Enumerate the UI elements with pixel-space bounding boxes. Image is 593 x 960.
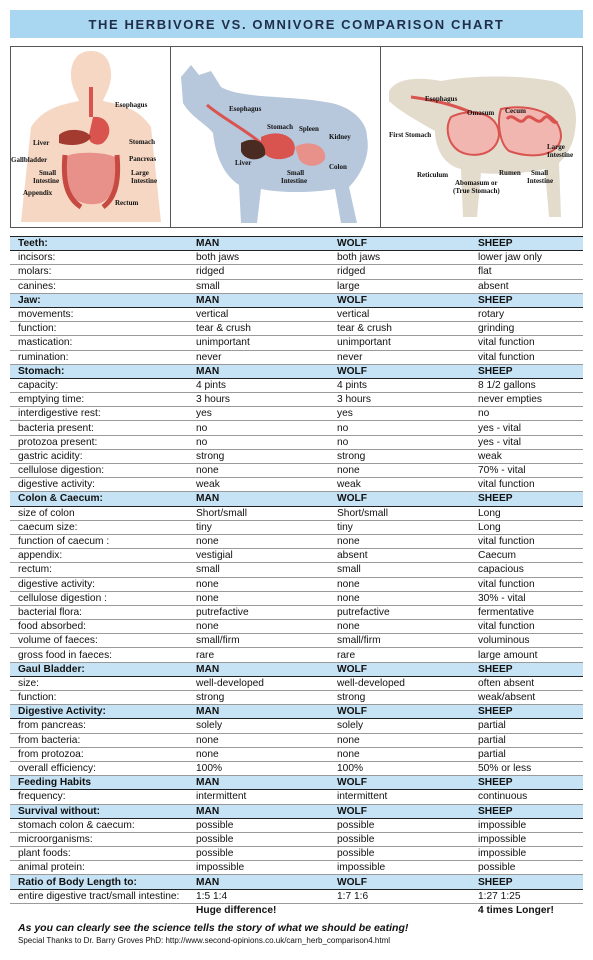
table-cell: impossible — [329, 861, 470, 875]
row-label-cell: function of caecum : — [10, 534, 188, 548]
table-cell: small — [188, 279, 329, 293]
anatomy-illustrations — [10, 46, 583, 228]
table-cell: 4 pints — [329, 378, 470, 392]
table-cell: 3 hours — [188, 393, 329, 407]
table-cell: fermentative — [470, 605, 583, 619]
column-header-cell: MAN — [188, 875, 329, 889]
table-row — [10, 676, 583, 690]
section-header-row — [10, 705, 583, 719]
table-row — [10, 563, 583, 577]
sheep-label-9: Intestine — [527, 177, 554, 185]
table-cell: 1:5 1:4 — [188, 889, 329, 903]
summary-row — [10, 903, 583, 917]
row-label-cell: size: — [10, 676, 188, 690]
table-row — [10, 761, 583, 775]
table-cell: possible — [329, 832, 470, 846]
table-row — [10, 747, 583, 761]
table-cell: none — [329, 577, 470, 591]
table-cell: none — [329, 747, 470, 761]
man-label-6: Intestine — [33, 177, 60, 185]
row-label-cell: from pancreas: — [10, 719, 188, 733]
row-label-cell: bacterial flora: — [10, 605, 188, 619]
table-cell: tiny — [329, 520, 470, 534]
column-header-cell: WOLF — [329, 804, 470, 818]
table-cell: 100% — [329, 761, 470, 775]
comparison-table-body — [10, 237, 583, 918]
column-header-cell: WOLF — [329, 492, 470, 506]
table-cell: voluminous — [470, 634, 583, 648]
table-cell: vestigial — [188, 549, 329, 563]
table-cell: impossible — [470, 847, 583, 861]
table-cell: yes - vital — [470, 435, 583, 449]
row-label-cell: function: — [10, 322, 188, 336]
table-cell: yes - vital — [470, 421, 583, 435]
table-cell: never empties — [470, 393, 583, 407]
wolf-label-2: Spleen — [299, 125, 319, 133]
man-anatomy-figure — [11, 47, 171, 227]
summary-cell: Huge difference! — [196, 904, 277, 916]
table-cell: tear & crush — [329, 322, 470, 336]
sheep-label-8: Small — [531, 169, 549, 177]
summary-cell — [329, 903, 470, 917]
table-row — [10, 506, 583, 520]
wolf-label-6: Small — [287, 169, 305, 177]
man-label-3: Gallbladder — [11, 156, 48, 164]
sheep-anatomy-panel — [381, 47, 582, 227]
table-cell: small — [329, 563, 470, 577]
table-cell: weak — [470, 449, 583, 463]
sheep-label-4: Large — [547, 143, 565, 151]
column-header-cell: MAN — [188, 237, 329, 251]
row-label-cell: incisors: — [10, 251, 188, 265]
table-row — [10, 378, 583, 392]
table-row — [10, 861, 583, 875]
table-cell: possible — [329, 847, 470, 861]
footer-credit: Special Thanks to Dr. Barry Groves PhD: http://www.second-opinions.co.uk/carn_herb_comparison4.html — [18, 936, 391, 945]
table-cell: never — [188, 350, 329, 364]
table-cell: large amount — [470, 648, 583, 662]
table-cell: Long — [470, 506, 583, 520]
column-header-cell: SHEEP — [470, 705, 583, 719]
sheep-anatomy-figure — [381, 47, 582, 227]
row-label-cell: microorganisms: — [10, 832, 188, 846]
table-row — [10, 265, 583, 279]
table-cell: possible — [188, 847, 329, 861]
sheep-label-5: Intestine — [547, 151, 574, 159]
table-cell: possible — [188, 832, 329, 846]
section-title-cell: Stomach: — [10, 364, 188, 378]
table-row — [10, 279, 583, 293]
column-header-cell: WOLF — [329, 875, 470, 889]
table-cell: Caecum — [470, 549, 583, 563]
table-cell: possible — [188, 818, 329, 832]
table-row — [10, 691, 583, 705]
chart-title: THE HERBIVORE VS. OMNIVORE COMPARISON CHART — [10, 10, 583, 38]
row-label-cell: frequency: — [10, 790, 188, 804]
table-cell: no — [188, 435, 329, 449]
man-label-7: Large — [131, 169, 149, 177]
table-cell: none — [329, 620, 470, 634]
table-cell: vertical — [188, 307, 329, 321]
sheep-label-3: First Stomach — [389, 131, 432, 139]
row-label-cell: appendix: — [10, 549, 188, 563]
wolf-anatomy-figure — [171, 47, 381, 227]
section-header-row — [10, 364, 583, 378]
section-title-cell: Ratio of Body Length to: — [10, 875, 188, 889]
row-label-cell: digestive activity: — [10, 478, 188, 492]
table-row — [10, 733, 583, 747]
table-cell: strong — [329, 449, 470, 463]
section-header-row — [10, 776, 583, 790]
row-label-cell: animal protein: — [10, 861, 188, 875]
row-label-cell: capacity: — [10, 378, 188, 392]
table-cell: none — [188, 577, 329, 591]
column-header-cell: SHEEP — [470, 293, 583, 307]
table-row — [10, 790, 583, 804]
table-cell: vital function — [470, 478, 583, 492]
table-cell: tiny — [188, 520, 329, 534]
column-header-cell: MAN — [188, 705, 329, 719]
man-label-2: Stomach — [129, 138, 156, 146]
table-cell: Short/small — [329, 506, 470, 520]
table-cell: vital function — [470, 620, 583, 634]
row-label-cell: overall efficiency: — [10, 761, 188, 775]
table-row — [10, 350, 583, 364]
table-row — [10, 847, 583, 861]
table-row — [10, 549, 583, 563]
column-header-cell: MAN — [188, 293, 329, 307]
table-row — [10, 634, 583, 648]
table-cell: grinding — [470, 322, 583, 336]
table-row — [10, 251, 583, 265]
table-cell: both jaws — [329, 251, 470, 265]
row-label-cell: rumination: — [10, 350, 188, 364]
table-cell: never — [329, 350, 470, 364]
section-header-row — [10, 875, 583, 889]
wolf-label-1: Stomach — [267, 123, 294, 131]
table-row — [10, 605, 583, 619]
comparison-table — [10, 236, 583, 917]
column-header-cell: SHEEP — [470, 776, 583, 790]
column-header-cell: WOLF — [329, 364, 470, 378]
table-row — [10, 449, 583, 463]
wolf-anatomy-panel — [171, 47, 381, 227]
column-header-cell: SHEEP — [470, 662, 583, 676]
section-title-cell: Teeth: — [10, 237, 188, 251]
table-cell: absent — [329, 549, 470, 563]
table-cell: rotary — [470, 307, 583, 321]
table-cell: small — [188, 563, 329, 577]
column-header-cell: WOLF — [329, 662, 470, 676]
table-cell: none — [329, 591, 470, 605]
wolf-label-5: Colon — [329, 163, 347, 171]
row-label-cell: cellulose digestion : — [10, 591, 188, 605]
table-cell: none — [329, 733, 470, 747]
row-label-cell: emptying time: — [10, 393, 188, 407]
table-cell: 3 hours — [329, 393, 470, 407]
table-cell: well-developed — [188, 676, 329, 690]
table-row — [10, 620, 583, 634]
table-cell: both jaws — [188, 251, 329, 265]
column-header-cell: SHEEP — [470, 492, 583, 506]
wolf-label-4: Liver — [235, 159, 252, 167]
section-header-row — [10, 293, 583, 307]
footer — [10, 922, 583, 945]
table-cell: solely — [329, 719, 470, 733]
wolf-label-0: Esophagus — [229, 105, 262, 113]
column-header-cell: WOLF — [329, 705, 470, 719]
footer-conclusion: As you can clearly see the science tells the story of what we should be eating! — [18, 922, 409, 934]
man-anatomy-panel — [11, 47, 171, 227]
table-cell: 30% - vital — [470, 591, 583, 605]
table-cell: no — [470, 407, 583, 421]
section-header-row — [10, 237, 583, 251]
table-cell: none — [188, 534, 329, 548]
table-row — [10, 889, 583, 903]
table-row — [10, 336, 583, 350]
row-label-cell: cellulose digestion: — [10, 464, 188, 478]
man-label-5: Small — [39, 169, 57, 177]
table-cell: Long — [470, 520, 583, 534]
table-cell: rare — [188, 648, 329, 662]
section-title-cell: Colon & Caecum: — [10, 492, 188, 506]
table-cell: possible — [470, 861, 583, 875]
table-cell: vital function — [470, 577, 583, 591]
wolf-label-3: Kidney — [329, 133, 351, 141]
row-label-cell: rectum: — [10, 563, 188, 577]
column-header-cell: MAN — [188, 804, 329, 818]
man-label-9: Appendix — [23, 189, 53, 197]
table-cell: 1:27 1:25 — [470, 889, 583, 903]
man-label-8: Intestine — [131, 177, 158, 185]
row-label-cell: stomach colon & caecum: — [10, 818, 188, 832]
row-label-cell: volume of faeces: — [10, 634, 188, 648]
section-header-row — [10, 662, 583, 676]
table-row — [10, 719, 583, 733]
row-label-cell: caecum size: — [10, 520, 188, 534]
sheep-label-10: Abomasum or — [455, 179, 498, 187]
table-cell: possible — [329, 818, 470, 832]
table-cell: putrefactive — [188, 605, 329, 619]
table-cell: yes — [188, 407, 329, 421]
table-row — [10, 464, 583, 478]
table-cell: none — [188, 620, 329, 634]
table-row — [10, 307, 583, 321]
table-cell: weak — [329, 478, 470, 492]
row-label-cell: plant foods: — [10, 847, 188, 861]
sheep-rumen-organ — [448, 112, 499, 155]
table-cell: vital function — [470, 350, 583, 364]
table-cell: intermittent — [188, 790, 329, 804]
row-label-cell: function: — [10, 691, 188, 705]
sheep-label-0: Esophagus — [425, 95, 458, 103]
table-row — [10, 534, 583, 548]
table-cell: small/firm — [329, 634, 470, 648]
column-header-cell: MAN — [188, 492, 329, 506]
sheep-label-7: Rumen — [499, 169, 521, 177]
row-label-cell: gross food in faeces: — [10, 648, 188, 662]
summary-cell: 4 times Longer! — [478, 904, 554, 916]
section-header-row — [10, 804, 583, 818]
table-cell: 1:7 1:6 — [329, 889, 470, 903]
section-title-cell: Gaul Bladder: — [10, 662, 188, 676]
table-cell: absent — [470, 279, 583, 293]
table-cell: strong — [188, 691, 329, 705]
wolf-label-7: Intestine — [281, 177, 308, 185]
man-label-0: Esophagus — [115, 101, 148, 109]
table-cell: partial — [470, 719, 583, 733]
table-row — [10, 648, 583, 662]
table-row — [10, 322, 583, 336]
table-cell: often absent — [470, 676, 583, 690]
column-header-cell: MAN — [188, 776, 329, 790]
table-row — [10, 818, 583, 832]
table-cell: impossible — [188, 861, 329, 875]
table-cell: unimportant — [329, 336, 470, 350]
section-header-row — [10, 492, 583, 506]
table-cell: solely — [188, 719, 329, 733]
table-cell: tear & crush — [188, 322, 329, 336]
table-cell: none — [329, 464, 470, 478]
row-label-cell: from bacteria: — [10, 733, 188, 747]
table-row — [10, 478, 583, 492]
column-header-cell: SHEEP — [470, 364, 583, 378]
row-label-cell: from protozoa: — [10, 747, 188, 761]
table-cell: small/firm — [188, 634, 329, 648]
table-cell: flat — [470, 265, 583, 279]
table-cell: intermittent — [329, 790, 470, 804]
table-row — [10, 577, 583, 591]
column-header-cell: MAN — [188, 662, 329, 676]
table-row — [10, 421, 583, 435]
section-title-cell: Digestive Activity: — [10, 705, 188, 719]
table-cell: 8 1/2 gallons — [470, 378, 583, 392]
table-cell: large — [329, 279, 470, 293]
table-cell: none — [329, 534, 470, 548]
table-cell: strong — [188, 449, 329, 463]
table-cell: strong — [329, 691, 470, 705]
row-label-cell: movements: — [10, 307, 188, 321]
table-cell: none — [188, 733, 329, 747]
man-label-1: Liver — [33, 139, 50, 147]
row-label-cell: protozoa present: — [10, 435, 188, 449]
table-cell: well-developed — [329, 676, 470, 690]
table-cell: vertical — [329, 307, 470, 321]
row-label-cell: food absorbed: — [10, 620, 188, 634]
table-cell: partial — [470, 733, 583, 747]
table-cell: Short/small — [188, 506, 329, 520]
table-row — [10, 435, 583, 449]
table-cell: putrefactive — [329, 605, 470, 619]
column-header-cell: SHEEP — [470, 237, 583, 251]
table-row — [10, 407, 583, 421]
column-header-cell: SHEEP — [470, 804, 583, 818]
table-cell: lower jaw only — [470, 251, 583, 265]
column-header-cell: WOLF — [329, 293, 470, 307]
table-cell: rare — [329, 648, 470, 662]
table-cell: 4 pints — [188, 378, 329, 392]
man-label-4: Pancreas — [129, 155, 157, 163]
table-cell: 70% - vital — [470, 464, 583, 478]
row-label-cell: gastric acidity: — [10, 449, 188, 463]
column-header-cell: MAN — [188, 364, 329, 378]
column-header-cell: SHEEP — [470, 875, 583, 889]
sheep-label-6: Reticulum — [417, 171, 449, 179]
table-cell: yes — [329, 407, 470, 421]
table-cell: weak/absent — [470, 691, 583, 705]
table-cell: capacious — [470, 563, 583, 577]
table-cell: partial — [470, 747, 583, 761]
row-label-cell: mastication: — [10, 336, 188, 350]
table-row — [10, 393, 583, 407]
man-label-10: Rectum — [115, 199, 139, 207]
table-cell: 100% — [188, 761, 329, 775]
summary-cell — [10, 903, 188, 917]
column-header-cell: WOLF — [329, 776, 470, 790]
table-cell: none — [188, 747, 329, 761]
row-label-cell: entire digestive tract/small intestine: — [10, 889, 188, 903]
section-title-cell: Jaw: — [10, 293, 188, 307]
table-cell: none — [188, 591, 329, 605]
row-label-cell: digestive activity: — [10, 577, 188, 591]
row-label-cell: size of colon — [10, 506, 188, 520]
table-cell: unimportant — [188, 336, 329, 350]
table-cell: no — [188, 421, 329, 435]
row-label-cell: molars: — [10, 265, 188, 279]
sheep-label-2: Cecum — [505, 107, 526, 115]
table-cell: continuous — [470, 790, 583, 804]
table-row — [10, 832, 583, 846]
table-cell: vital function — [470, 534, 583, 548]
table-row — [10, 520, 583, 534]
sheep-label-11: (True Stomach) — [453, 187, 500, 195]
table-cell: none — [188, 464, 329, 478]
table-cell: ridged — [188, 265, 329, 279]
table-cell: impossible — [470, 832, 583, 846]
section-title-cell: Survival without: — [10, 804, 188, 818]
sheep-label-1: Omasum — [467, 109, 495, 117]
row-label-cell: canines: — [10, 279, 188, 293]
table-cell: impossible — [470, 818, 583, 832]
section-title-cell: Feeding Habits — [10, 776, 188, 790]
table-cell: weak — [188, 478, 329, 492]
row-label-cell: interdigestive rest: — [10, 407, 188, 421]
table-cell: no — [329, 421, 470, 435]
row-label-cell: bacteria present: — [10, 421, 188, 435]
table-row — [10, 591, 583, 605]
table-cell: vital function — [470, 336, 583, 350]
table-cell: ridged — [329, 265, 470, 279]
column-header-cell: WOLF — [329, 237, 470, 251]
table-cell: 50% or less — [470, 761, 583, 775]
table-cell: no — [329, 435, 470, 449]
